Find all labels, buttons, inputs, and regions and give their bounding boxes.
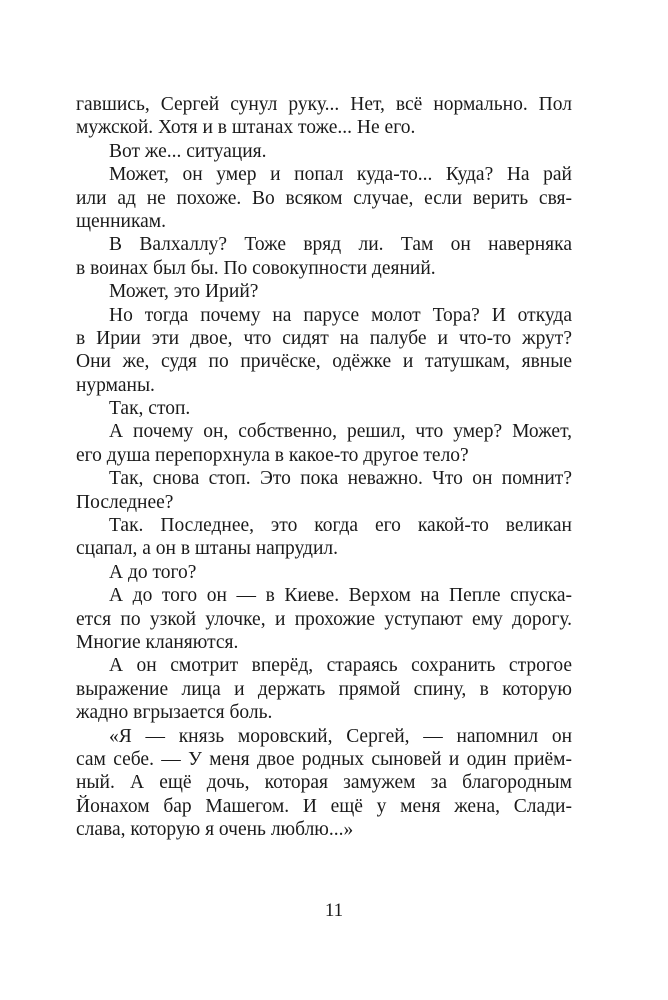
text-line: слава, которую я очень люблю...» [76,819,354,841]
text-line: Они же, судя по причёске, одёжке и татушкам, явные [76,351,572,373]
text-line: ный. А ещё дочь, которая замужем за благородным [76,772,572,794]
page-number: 11 [324,900,344,921]
text-line: в Ирии эти двое, что сидят на палубе и что-то жрут? [76,327,572,349]
text-line: его душа перепорхнула в какое-то другое тело? [76,444,469,466]
text-line: Может, это Ирий? [109,281,259,303]
text-line: Многие кланяются. [76,631,239,653]
text-line: щенникам. [76,210,167,232]
text-line: или ад не похоже. Во всяком случае, если верить свя- [76,187,572,209]
text-line: Может, он умер и попал куда-то... Куда? На рай [109,164,572,186]
text-line: Так. Последнее, это когда его какой-то великан [109,515,572,537]
text-line: Так, стоп. [109,398,191,420]
text-line: выражение лица и держать прямой спину, в которую [76,678,572,700]
text-line: А почему он, собственно, решил, что умер? Может, [109,421,572,443]
page-text [76,93,572,842]
text-line: А до того? [109,561,197,583]
text-line: жадно вгрызается боль. [76,702,273,724]
text-line: А он смотрит вперёд, стараясь сохранить строгое [109,655,572,677]
text-line: «Я — князь моровский, Сергей, — напомнил он [109,725,572,747]
text-line: Но тогда почему на парусе молот Тора? И откуда [109,304,572,326]
text-line: сам себе. — У меня двое родных сыновей и один приём- [76,748,572,770]
text-line: ется по узкой улочке, и прохожие уступают ему дорогу. [76,608,572,630]
text-line: Так, снова стоп. Это пока неважно. Что он помнит? [109,468,572,490]
text-line: мужской. Хотя и в штанах тоже... Не его. [76,117,416,139]
text-line: В Валхаллу? Тоже вряд ли. Там он наверняка [109,234,572,256]
text-line: сцапал, а он в штаны напрудил. [76,538,338,560]
text-line: нурманы. [76,374,155,396]
text-line: в воинах был бы. По совокупности деяний. [76,257,436,279]
text-line: Вот же... ситуация. [109,140,267,162]
text-line: гавшись, Сергей сунул руку... Нет, всё нормально. Пол [76,94,572,115]
text-line: Йонахом бар Машегом. И ещё у меня жена, Слади- [76,795,572,817]
text-line: Последнее? [76,491,174,513]
text-line: А до того он — в Киеве. Верхом на Пепле спуска- [109,585,572,607]
